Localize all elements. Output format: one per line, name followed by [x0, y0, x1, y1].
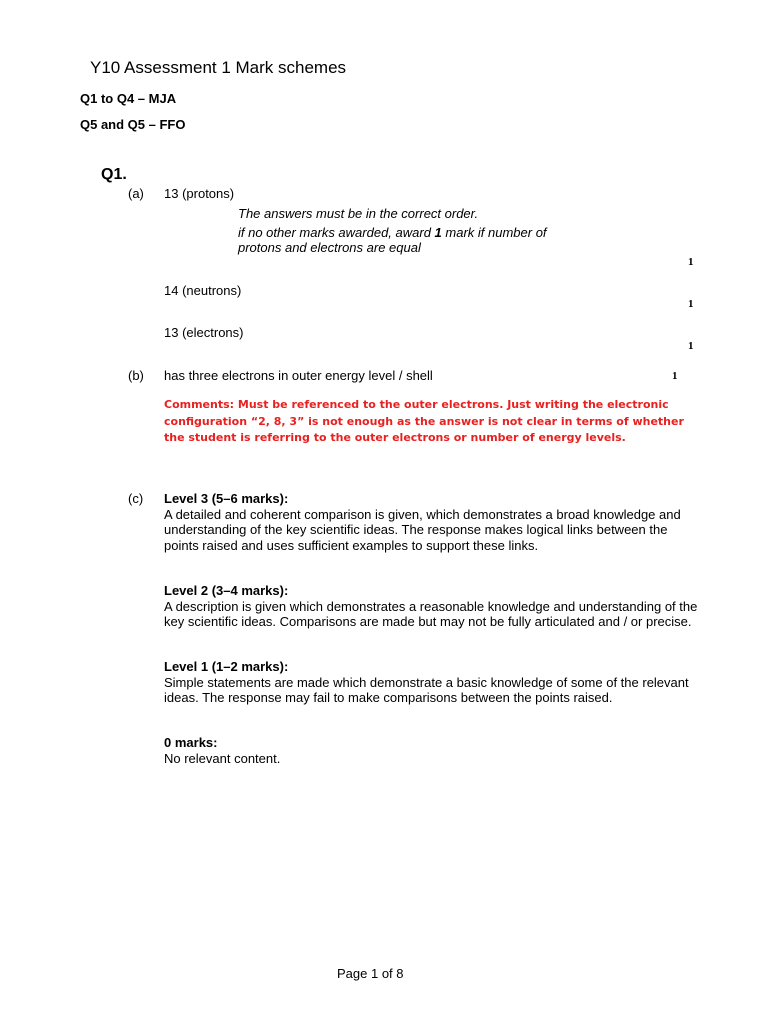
marker-comment: Comments: Must be referenced to the outer electrons. Just writing the electronic configuration “2, 8, 3” is not enough as the answer is not clear in terms of whether the student is referring to the outer electrons or number of energy levels. — [164, 398, 684, 444]
mark-a1: 1 — [688, 256, 694, 268]
level-description: A detailed and coherent comparison is given, which demonstrates a broad knowledge and understanding of the key scientific ideas. The response makes logical links between the points raised and uses sufficient examples to support these links. — [164, 506, 681, 553]
document-title: Y10 Assessment 1 Mark schemes — [90, 58, 347, 77]
level-1-block — [164, 659, 704, 706]
level-heading: 0 marks: — [164, 735, 218, 750]
page-number: Page 1 of 8 — [337, 966, 404, 981]
mark-a2: 1 — [688, 298, 694, 310]
part-b-answer: has three electrons in outer energy level / shell — [164, 368, 433, 383]
level-heading: Level 1 (1–2 marks): — [164, 659, 289, 674]
level-description: Simple statements are made which demonstrate a basic knowledge of some of the relevant ideas. The response may fail to make comparisons between the points raised. — [164, 674, 689, 705]
part-a-answer-protons: 13 (protons) — [164, 186, 235, 201]
author-line-2: Q5 and Q5 – FFO — [80, 117, 186, 132]
level-0-block — [164, 735, 704, 766]
part-a-answer-electrons: 13 (electrons) — [164, 325, 244, 340]
mark-a3: 1 — [688, 340, 694, 352]
level-2-block — [164, 583, 704, 630]
level-3-block — [164, 491, 704, 553]
part-b-label: (b) — [128, 368, 144, 383]
level-description: A description is given which demonstrates a reasonable knowledge and understanding of the key scientific ideas. Comparisons are made but may not be fully articulated and / or precise. — [164, 598, 698, 629]
part-c-label: (c) — [128, 491, 144, 506]
level-description: No relevant content. — [164, 750, 281, 766]
part-a-answer-neutrons: 14 (neutrons) — [164, 283, 242, 298]
part-a-label: (a) — [128, 186, 144, 201]
level-heading: Level 2 (3–4 marks): — [164, 583, 289, 598]
author-line-1: Q1 to Q4 – MJA — [80, 91, 177, 106]
level-heading: Level 3 (5–6 marks): — [164, 491, 289, 506]
mark-b: 1 — [672, 370, 678, 382]
part-a-note-award: if no other marks awarded, award 1 mark if number of — [238, 225, 547, 240]
question-heading: Q1. — [101, 166, 127, 183]
part-a-note-order: The answers must be in the correct order. — [238, 206, 479, 221]
part-a-note-equal: protons and electrons are equal — [238, 240, 421, 255]
